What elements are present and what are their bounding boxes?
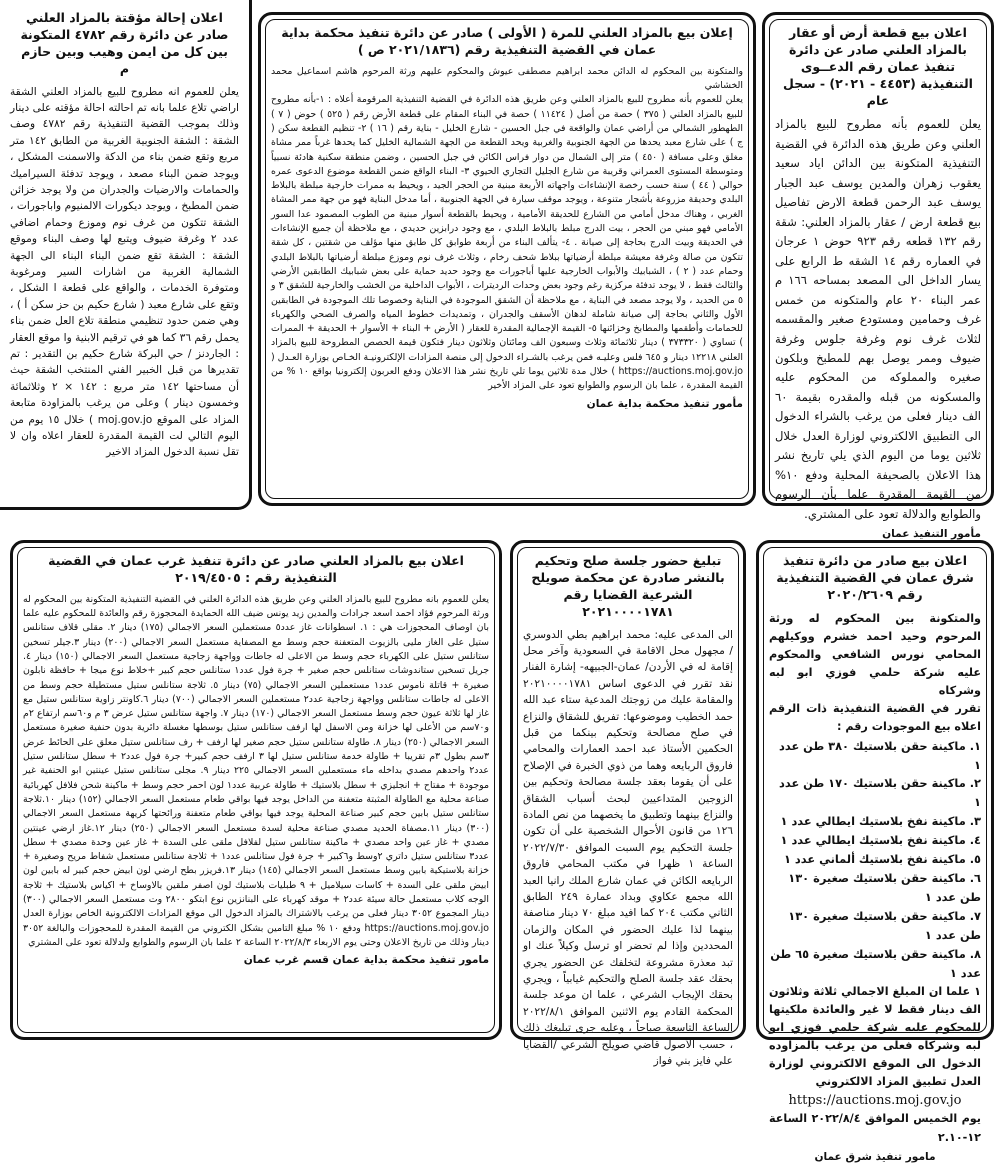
- ad-date: يوم الخميس الموافق ٢٠٢٢/٨/٤ الساعة ١٢-٢.١٠: [765, 1112, 981, 1144]
- ad-title: تبليغ حضور جلسة صلح وتحكيم بالنشر صادرة عن محكمة صويلح الشرعية القضايا رقم ٢٠٢١٠٠٠٠١٧٨١: [531, 553, 725, 619]
- ad-equipment-sale-west: [10, 540, 502, 1040]
- ad-body: يعلن للعموم انه مطروح للبيع بالمزاد العلني الشقة اراضي تلاع علما بانه تم احالته احالة مؤقته على دينار وذلك بموجب القضية التنفيذية رقم ٤٧٨٢ وصف الشقة : الشقة الجنوبية الغربية من الطابق ١٤٢ متر مربع وتقع ضمن بناء من الدكة والاسمنت المشكل ، ويوجد ضمن البناء مصعد ، ويوجد تدفئة السيراميك والحمامات والارضيات والجدران من ولا يوجد خزائن ضمن المطبخ ، ويوجد ديكورات الالمنيوم واباجورات ، الشقة تتكون من غرف نوم وموزع وحمام اضافي عدد ٢ وغرفة ضيوف ويتبع لها وصف البناء وموقع الشقة : الشقة تقع ضمن البناء البناء الى الجهة الشمالية الغربية من اشارات السير ومرغوبة ومتوفرة الخدمات ، والواقع على قطعة ا الشكل ، وتقع على شارع معبد ( شارع حكيم بن حز سكن أ ) ، وهي ضمن حدود تنظيمي منطقة تلاع العل ضمن بناء يحمل رقم ٣٦ كما هو في ترقيم الابنية وا موقع العقار : الجاردنز / حي البركة شارع حكيم بن التقدير : تم تقديرها من قبل الخبير الفني المنتخب الشقة حيث أن مساحتها ١٤٢ متر مربع : ١٤٢ × ٢ وثلاثمائة وخمسون دينار ) وعلى من يرغب بالمزاودة متابعة المزاد على الموقع moj.gov.jo ) خلال ١٥ يوم من اليوم التالي لت القيمة المقدرة للعقار اعلاه وان لا تقل نسبة الدخول المزاد الاخير: [6, 85, 239, 459]
- ad-intro: والمتكونة بين المحكوم له الدائن محمد ابراهيم مصطفى عيوش والمحكوم عليهم ورثة المرحوم هاشم اسماعيل محمد الخشاشي: [268, 65, 743, 92]
- ad-temporary-transfer: [0, 0, 252, 510]
- ad-machines-sale-east: [756, 540, 994, 1163]
- ad-body: ١ علما ان المبلغ الاجمالي ثلاثة وثلاثون الف دينار فقط لا غير والعائدة ملكيتها للمحكوم عليه شركة حلمي فوزي ابو لبه وشركاه فعلى من يرغب بالمزاوده الدخول الى الموقع الالكتروني لوزارة العدل تطبيق المزاد الالكتروني: [765, 984, 981, 1089]
- ad-body: الى المدعى عليه: محمد ابراهيم بطي الدوسري / مجهول محل الاقامة في السعودية وآخر محل إقامة له في الأردن/ عمان-الجبيهه- إشارة الفنار نقد تقرر في الدعوى اساس ٢٠٢١٠٠٠٠١٧٨١ والمقامة عليك من زوجتك المدعية ستاء عبد الله حمد الخطيب وموضوعها: تفريق للشقاق والنزاع في صلح مصالحة وتحكيم بينكما من قبل الحكمين الأستاذ عبد احمد العمارات والمحامي فاروق الربايعه وهما من ذوي الخبرة في الإصلاح على أن يقوما بعقد جلسة مصالحة وتحكيم بين الزوجين المتداعيين لبحث أسباب الشقاق والنزاع بينهما وتطبيق ما يخصهما من نص المادة ١٢٦ من قانون الأحوال الشخصية على أن تكون جلسة التحكيم يوم السبت الموافق ٢٠٢٢/٧/٣٠ الساعة ١ ظهرا في مكتب المحامي فاروق الربايعه الكائن في عمان شارع الملك رانيا العبد الله مجمع عكاوي وبداد عمارة ٢٤٩ الطابق الثاني مكتب ٢٠٤ كما افيد مبلغ ٧٠ دينار مناصفة بينهما لذا عليك الحضور في المكان والزمان المحددين وإذا لم تحضر او ترسل وكيلاً عنك او تبد معذرة مشروعة لتخلفك عن الحضور يجري بحقك عقد جلسة الصلح والتحكيم غيابياً ، ويجري بحقك الإيجاب الشرعي ، علما ان موعد جلسة المحكمة القادم يوم الاثنين الموافق ٢٠٢٢/٨/١ الساعة التاسعة صباحاً ، وعليه جرى تبليغك ذلك ، حسب الأصول قاضي صويلح الشرعي /القضايا علي فايز بني فواز: [519, 628, 733, 1068]
- machine-item: ٢. ماكينة حقن بلاستيك ١٧٠ طن عدد ١: [779, 776, 981, 810]
- machine-item: ٧. ماكينة حقن بلاستيك صغيرة ١٣٠ طن عدد ١: [788, 908, 981, 942]
- ad-decision: تقرر في القضية التنفيذية ذات الرقم اعلاه بيع الموجودات رقم :: [765, 702, 981, 734]
- machine-list: [769, 737, 981, 983]
- ad-signature: مأمور تنفيذ محكمة بداية عمان: [586, 397, 743, 410]
- ad-court-notice: [510, 540, 746, 1068]
- machine-item: ٣. ماكينة نفخ بلاستيك ايطالي عدد ١: [780, 814, 981, 829]
- ad-body: يعلن للعموم بانه مطروح للبيع بالمزاد العلني وعن طريق هذه الدائرة العلني في القضية التنفيذية المتكونة بين المحكوم له ورثة المرحوم فؤاد احمد اسعد جرادات والمدين زيد يونس ضيف الله الحمايدة المحجوزة رقم والعائدة للمحكوم عليه علما بان اوصاف المحجوزات هي : ١. اسطوانات غاز عدد٥ مستعملين السعر الاجمالي (١٧٥) دينار ٢. مقلى قلاف ستانلس ستيل على الغاز مليى بالزيوت المتعفنة حجم وسط مع المصفاية مستعمل السعر الاجمالي (٢٠٠) دينار ٣.جيلر تسخين ستانلس ستيل على الكهرباء حجم وسط من الاعلى له جاطات وواجهة زجاجية مستعمل السعر الاجمالي (١٥٠) دينار ٤. جريل تسخين ستاندوشات ستانلس حجم صغير + جرة فول عدد١ ستانلس حجم كبير +خلاط نوع ميجا + حافظة نابلون صغيرة + قاتلة ناموس عدد١ مستعملين السعر الاجمالي (٧٥) دينار ٥. ثلاجة ستانلس ستيل مستطيلة حجم وسط من الاعلى له جاطات ستانلس وواجهة زجاجية عدد٢ مستعملين السعر الاجمالي (٧٠٠) دينار ٦.كاونتر زاوية ستانلس ستيل مع غاز لها ثلاثة عيون حجم وسط مستعمل السعر الاجمالي (١٧٠) دينار ٧. واجهة ستانلس ستيل عرض ٣ م و٦٠سم ارتفاع ٢م و٧٠سم من الأعلى لها خزانة ومن الاسفل لها ارفف ستانلس ستيل بوسطها مغسلة دائرية بدون حنفية صغيرة مستعمل السعر الاجمالي (٢٥٠) دينار ٨. طاولة ستانلس ستيل حجم صغير لها ارفف + رف ستانلس ستيل معلق على الحائط عرض ٣سم بطول ٣م تقريبا + طاولة خدمة ستانلس ستيل لها ٣ ارفف حجم كبير+ جرة فول عدد٢ + سطل ستانلس ستيل عدد٢ واحدهم مصدي بداخله ماء مستعملين السعر الاجمالي ٢٢٥ دينار ٩. مجلى ستانلس ستيل عينتين ابو الحنفية غير موجودة + مفتاح + انجليزي + سطل بلاستيك + طاولة عربية عدد١ لون احمر حجم وسط + ماكينة شحن فلافل كهربائية صناعة محلية مع الطاولة المثبتة متعفنة من الداخل يوجد فيها بواقي طعام مستعمل السعر الاجمالي (١٥٢) دينار ١٠.ثلاجة ستانلس ستيل بابين حجم كبير صناعة المحلية يوجد فيها بواقي طعام متعفنة ورائحتها كريهة مستعمل السعر الاجمالي (٣٠٠) دينار ١١.مصفاة الحديد مصدي صناعة محلية لسدة مستعمل السعر الاجمالي (٢٥٠) دينار ١٢.غاز ارضي عينتين مصدي + غاز عين واحد مصدي + ماكينة ستانلس ستيل لفلافل ملقى على السدة + غاز عين وحدة مصدي + سطل عدد٣ ستانلس ستيل داتري ٢وسط و٦كبير + جرة فول ستانلس عدد١ + ثلاجة ستانلس مستعمل شفاط مريح وصغيرة + خزانة بلاستيكية بابين وسط مستعمل السعر الاجمالي (١٤٥) دينار ١٣.فريزر بطح ارضي لون ابيض حجم كبير له بابين لون ابيض ملقى على السدة + كاسات سيلاميل + ٩ طبليات بلاستيك لون اصفر ملقين بالاوساخ + اكياس بلاستيك + ثلاجة الوجه كلاب مستعمل حالة سيئة عدد٢ + موقد كهرباء على البنانزين نوع ابتكو ٢٨٠٠ وت مستعمل السعر الاجمالي (٣٠٠) دينار المجموع ٣٠٥٢ دينار فعلى من يرغب بالاشتراك بالمزاد الدخول الى موقع المزادات الالكترونية الخاص بوزارة العدل https://auctions.moj.gov.jo ودفع ١٠ % مبلغ التامين بشكل الكتروني من القيمة المقدرة للمحجوزات والبالغة ٣٠٥٢ دينار وذلك من تاريخ الاعلان وحتى يوم الاربعاء ٢٠٢٢/٨/٣ الساعة ٢ علما بان الرسوم والطوابع ولدلالة تعود على المشتري: [20, 593, 490, 948]
- machine-item: ٨. ماكينة حقن بلاستيك صغيرة ٦٥ طن عدد ١: [770, 946, 981, 980]
- ad-intro: والمتكونة بين المحكوم له ورثة المرحوم وحيد احمد خشرم ووكيلهم المحامي نورس الشافعي والمحكوم عليه شركة حلمي فوزي ابو لبه وشركاه: [765, 611, 981, 698]
- ad-title: اعلان بيع بالمزاد العلني صادر عن دائرة تنفيذ غرب عمان في القضية التنفيذية رقم : ٢٠١٩/٤٥٠٥: [48, 553, 464, 585]
- ad-title: إعلان بيع بالمزاد العلني للمرة ( الأولى ) صادر عن دائرة تنفيذ محكمة بداية عمان في القضية التنفيذية رقم (٢٠٢١/١٨٣٦ ص ): [281, 25, 733, 57]
- ad-title: اعلان بيع صادر من دائرة تنفيذ شرق عمان في القضية التنفيذية رقم ٢٠٢٠/٢٦٠٩: [776, 553, 974, 602]
- ad-title: اعلان إحالة مؤقتة بالمزاد العلني صادر عن دائرة رقم ٤٧٨٢ المتكونة بين كل من ايمن وهيب وبين حازم م: [20, 10, 229, 76]
- ad-title: اعلان بيع قطعة أرض أو عقار بالمزاد العلني صادر عن دائرة تنفيذ عمان رقم الدعــوى التنفيذية (٤٤٥٣ - ٢٠٢١) - سجل عام: [783, 25, 973, 108]
- ad-land-sale-east: [762, 12, 994, 541]
- ad-signature: مأمور التنفيذ عمان: [882, 528, 981, 541]
- auction-url: https://auctions.moj.gov.jo: [788, 1093, 962, 1109]
- ad-body: يعلن للعموم بأنه مطروح للبيع بالمزاد العلني وعن طريق هذه الدائرة في القضية التنفيذية المرقومة أعلاه : ١-بأنه مطروح للبيع بالمزاد العلني ( ٣٧٥ ) حصة من أصل ( ١١٤٢٤ ) حصة في البناء المقام على قطعة الأرض رقم ( ٥٢٥ ) حوض ( ٧ ) الطهطور الشمالي من أراضي عمان والواقعة في جبل الحسين - شارع الخليل - بناية رقم ( ١٦ ) ٢- تنظيم القطعة سكن ( ج ) على شارع معبد يحدها من الجهة الجنوبية والغربية ويحد القطعة من الجهة الشمالية الخليل كما يحدها غرباً ممر مشاة مغلق وعلى مسافة ( ٤٥٠ ) متر إلى الشمال من دوار فراس الكائن في جبل الحسين ، وضمن منطقة سكنية هادئة نسبياً ومتوسطة المستوى العمراني وقريبة من شارع الجليل التجاري الحيوي ٣- البناء الواقع ضمن القطعة موضوع الدعوى عمره حوالي ( ٤٤ ) سنة حسب رخصة الإنشاءات واجهاته الأربعة مبنية من الحجر الجيد ، ويحيط به ممرات خارجية مبلطة بالبلاط البلدي وحديقة مزروعة بأشجار متنوعة ، ويوجد موقف سيارة في الجهة الجنوبية ، أما مدخل البناية فهو من جهة ممر المشاة الغربي ، وهناك مدخل أمامي من الشارع للحديقة الأمامية ، ويحيط بالقطعة أسوار مبنية من الطوب المصمود عدا السور الأمامي فهو مبني من الحجر ، بيت الدرج مبلط بالبلاط البلدي ، مع وجود درابزين حديدي ، مع ملاحظة أن جميع الإنشاءات في الحديقة وبيت الدرج بحاجة إلى صيانة . ٤- يتألف البناء من أربعة طوابق كل طابق منها مؤلف من شقتين ، كل شقة تتكون من صالة وغرفة معيشة مبلطة أرضياتها ببلاط شحف رخام ، وثلاث غرف نوم وموزع مبلطة أرضياتها بالبلاط البلدي وحمام عدد ( ٢ ) ، الشبابيك والأبواب الخارجية عليها أباجورات مع وجود حديد حماية على بعض شبابيك الطابقين الأرضي والثالث فقط ، لا يوجد تدفئة مركزية رغم وجود بعض وحدات الرديترات ، الأبواب الداخلية من الخشب والخارجية للشقق ٣ و ٥ من الحديد ، ولا يوجد مصعد في البناية ، مع ملاحظة أن الشقق الموجودة في البناية وخصوصا تلك الموجودة في الطابقين الأول والثاني بحاجة إلى صيانة شاملة لدهان الأسقف والجدران ، وتمديدات خطوط المياه والصرف الصحي والكهرباء للحمامات وأطقمها والمطابخ وخزائنها ٥- القيمة الإجمالية المقدرة للعقار ( الأرض + البناء + الأسوار + الحديقة + الممرات ) تساوي ( ٣٧٣٣٢٠ ) دينار ثلاثمائة وثلاث وسبعون الف ومائتان وثلاثون دينار فتكون قيمة الحصص المطروحة للبيع بالمزاد العلني ١٢٢١٨ دينار و ٦٤٥ فلس وعليـه فمن يرغب بالشـراء الدخول إلى منصة المزادات الإلكترونيـة الخـاص بوزارة العـدل ( https://auctions.moj.gov.jo ) خلال مدة ثلاثين يوما تلي تاريخ نشر هذا الاعلان ودفع العربون إلكترونيا بواقع ١٠ % من القيمة المقدرة ، علما بان الرسوم والطوابع تعود على المزاد الأخير: [268, 94, 744, 392]
- machine-item: ٤. ماكينة نفخ بلاستيك ايطالي عدد ١: [780, 833, 981, 848]
- ad-body: يعلن للعموم بأنه مطروح للبيع بالمزاد العلني وعن طريق هذه الدائرة في القضية التنفيذية المتكونة بين الدائن اياد سعيد يعقوب زهران والمدين يوسف عبد الجبار يوسف عبد الرحمن قطعة الارض تفاصيل بيع قطعة ارض / عقار بالمزاد العلني: شقة رقم ١٣٢ قطعه رقم ٩٢٣ حوض ١ عرجان في العماره رقم ١٤ الشقه ط الرابع على يسار الداخل الى المصعد بمساحه ١٦٦ م عمر البناء ٢٠ عام والمتكونه من خمس غرف وحمامين ومستودع صغير والمقسمه لثلاث غرف نوم وغرفة جلوس وغرفة ضيوف وممر يوصل بهم للمطبخ وبلكون صغيره والمملوكه من المحكوم عليه والمسكونه من قبله والمقدره بقيمة ٦٠ الف دينار فعلى من يرغب بالشراء الدخول الى التطبيق الالكتروني لوزارة العدل خلال ثلاثين يوما من اليوم الذي يلي تاريخ نشر هذا الاعلان بالصحيفة المحلية ودفع ١٠% من القيمة المقدرة علما بأن الرسوم والطوابع والدلالة تعود على المشتري.: [771, 117, 982, 521]
- machine-item: ٦. ماكينة حقن بلاستيك صغيرة ١٣٠ طن عدد ١: [788, 871, 981, 904]
- machine-item: ١. ماكينة حقن بلاستيك ٣٨٠ طن عدد ١: [779, 738, 981, 772]
- machine-item: ٥. ماكينة نفخ بلاستيك ألماني عدد ١: [783, 852, 981, 867]
- ad-signature: مامور تنفيذ محكمة بداية عمان قسم غرب عمان: [243, 954, 489, 967]
- ad-signature: مامور تنفيذ شرق عمان: [814, 1150, 936, 1163]
- ad-land-share-sale: [258, 12, 756, 506]
